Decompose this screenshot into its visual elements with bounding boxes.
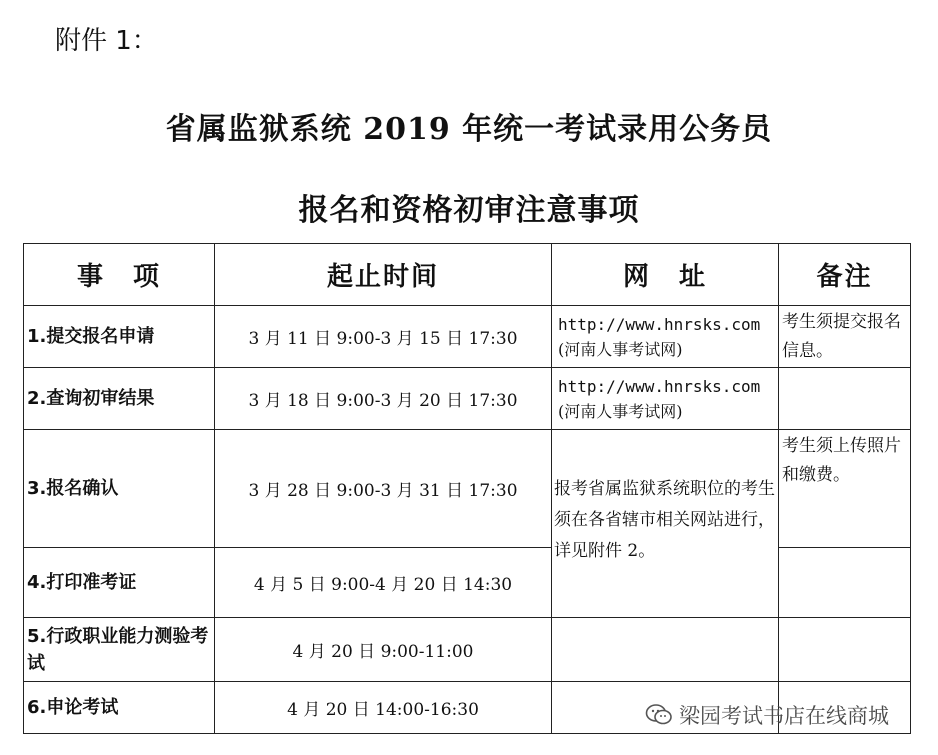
website-url[interactable]: http://www.hnrsks.com xyxy=(558,314,761,334)
row-website-merged: 报考省属监狱系统职位的考生须在各省辖市相关网站进行，详见附件 2。 xyxy=(552,430,779,618)
row-item: 4.打印准考证 xyxy=(24,548,215,618)
row-time: 4 月 20 日 14:00-16:30 xyxy=(215,682,552,734)
schedule-table xyxy=(23,243,911,734)
document-title-line1: 省属监狱系统 2019 年统一考试录用公务员 xyxy=(165,112,773,147)
watermark-text: 梁园考试书店在线商城 xyxy=(679,704,889,728)
table-row xyxy=(24,430,911,548)
header-time: 起止时间 xyxy=(215,244,552,306)
document-title-line2: 报名和资格初审注意事项 xyxy=(298,193,640,228)
row-website xyxy=(552,618,779,682)
row-time: 3 月 18 日 9:00-3 月 20 日 17:30 xyxy=(215,368,552,430)
row-website xyxy=(552,368,779,430)
website-name: (河南人事考试网) xyxy=(558,401,683,421)
table-header-row xyxy=(24,244,911,306)
website-url[interactable]: http://www.hnrsks.com xyxy=(558,376,761,396)
wechat-icon xyxy=(645,703,673,727)
watermark xyxy=(645,700,889,730)
row-item: 3.报名确认 xyxy=(24,430,215,548)
row-item: 6.申论考试 xyxy=(24,682,215,734)
row-note xyxy=(779,548,911,618)
row-item: 1.提交报名申请 xyxy=(24,306,215,368)
header-website: 网 址 xyxy=(552,244,779,306)
table-row xyxy=(24,306,911,368)
row-time: 3 月 11 日 9:00-3 月 15 日 17:30 xyxy=(215,306,552,368)
row-note xyxy=(779,618,911,682)
row-note: 考生须上传照片和缴费。 xyxy=(779,430,911,548)
row-time: 3 月 28 日 9:00-3 月 31 日 17:30 xyxy=(215,430,552,548)
table-row xyxy=(24,368,911,430)
attachment-label: 附件 1： xyxy=(55,26,158,56)
row-note xyxy=(779,368,911,430)
row-website xyxy=(552,306,779,368)
header-item: 事 项 xyxy=(24,244,215,306)
row-time: 4 月 5 日 9:00-4 月 20 日 14:30 xyxy=(215,548,552,618)
row-item: 2.查询初审结果 xyxy=(24,368,215,430)
website-name: (河南人事考试网) xyxy=(558,339,683,359)
row-item: 5.行政职业能力测验考试 xyxy=(24,618,215,682)
row-time: 4 月 20 日 9:00-11:00 xyxy=(215,618,552,682)
header-note: 备注 xyxy=(779,244,911,306)
table-row xyxy=(24,618,911,682)
row-note: 考生须提交报名信息。 xyxy=(779,306,911,368)
